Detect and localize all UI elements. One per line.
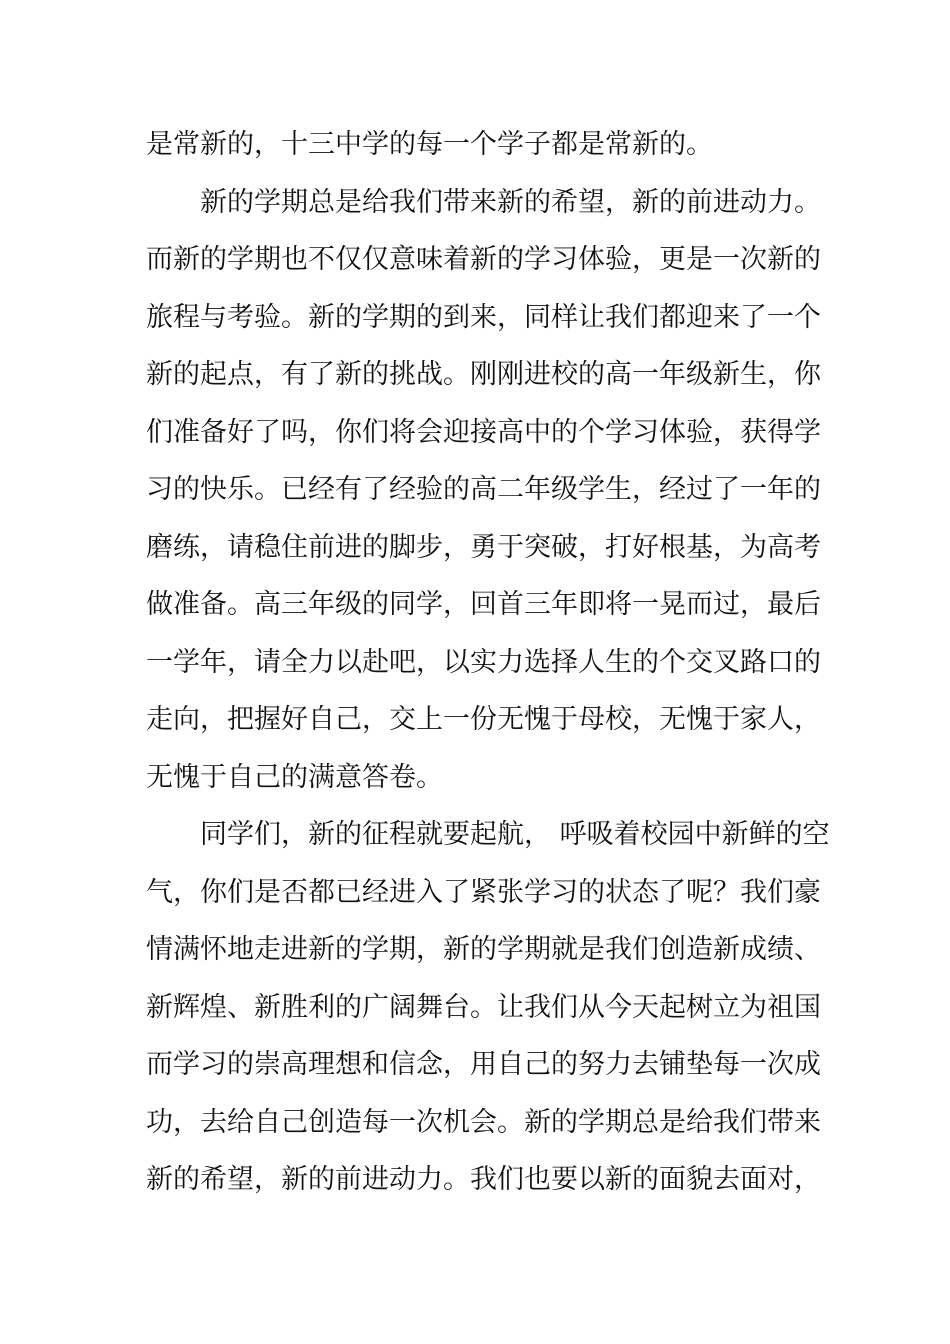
- text-line: 习的快乐。已经有了经验的高二年级学生，经过了一年的: [146, 474, 821, 505]
- text-line: 们准备好了吗，你们将会迎接高中的个学习体验，获得学: [146, 416, 821, 448]
- text-line: 新的希望，新的前进动力。我们也要以新的面貌去面对，: [146, 1164, 821, 1195]
- text-line: 是常新的，十三中学的每一个学子都是常新的。: [146, 129, 713, 160]
- text-line: 而新的学期也不仅仅意味着新的学习体验，更是一次新的: [146, 244, 821, 275]
- text-line: 而学习的崇高理想和信念，用自己的努力去铺垫每一次成: [146, 1049, 821, 1080]
- text-line: 走向，把握好自己，交上一份无愧于母校，无愧于家人，: [146, 704, 821, 735]
- body-text: [146, 116, 830, 1209]
- paragraph-first-line: 新的学期总是给我们带来新的希望，新的前进动力。: [200, 186, 821, 218]
- text-line: 一学年，请全力以赴吧，以实力选择人生的个交叉路口的: [146, 646, 821, 678]
- text-line: 做准备。高三年级的同学，回首三年即将一晃而过，最后: [146, 589, 821, 620]
- text-line: 无愧于自己的满意答卷。: [146, 761, 443, 793]
- text-line: 磨练，请稳住前进的脚步，勇于突破，打好根基，为高考: [146, 531, 821, 563]
- text-line: 功，去给自己创造每一次机会。新的学期总是给我们带来: [146, 1106, 821, 1138]
- text-line: 情满怀地走进新的学期，新的学期就是我们创造新成绩、: [146, 934, 821, 965]
- text-line: 新辉煌、新胜利的广阔舞台。让我们从今天起树立为祖国: [146, 991, 821, 1023]
- text-line: 新的起点，有了新的挑战。刚刚进校的高一年级新生，你: [146, 359, 821, 390]
- paragraph-first-line: 同学们，新的征程就要起航， 呼吸着校园中新鲜的空: [200, 819, 830, 850]
- text-line: 旅程与考验。新的学期的到来，同样让我们都迎来了一个: [146, 301, 821, 333]
- text-line: 气，你们是否都已经进入了紧张学习的状态了呢？我们豪: [146, 876, 821, 908]
